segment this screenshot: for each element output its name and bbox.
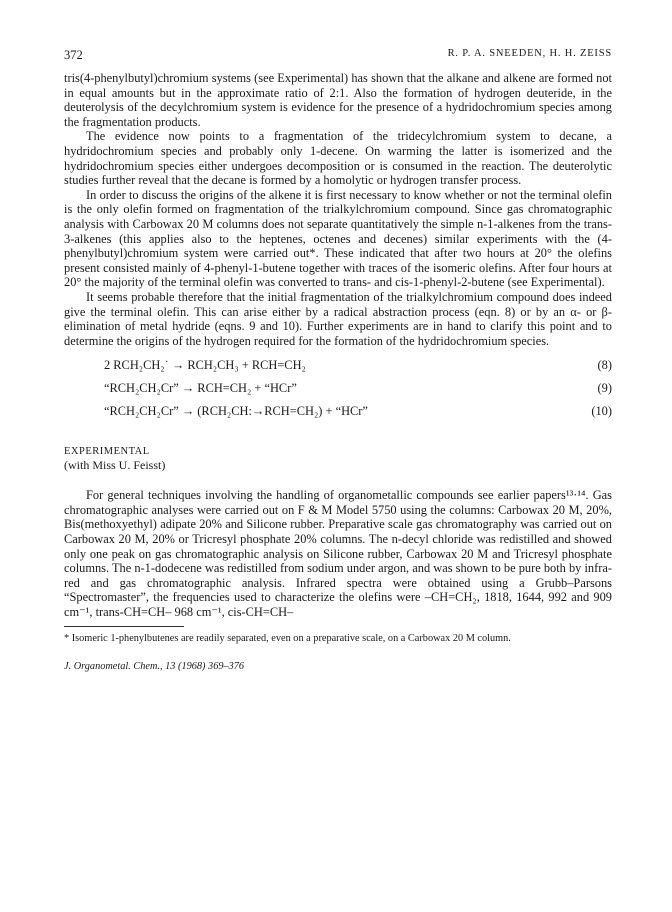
footnote-divider [64, 626, 184, 627]
journal-reference: J. Organometal. Chem., 13 (1968) 369–376 [64, 661, 245, 673]
equation-number: (9) [597, 381, 612, 396]
equation-text: 2 RCH₂CH₂˙ → RCH₂CH₃ + RCH=CH₂ [104, 358, 306, 373]
equation-9 [64, 381, 612, 404]
paragraph-experimental: For general techniques involving the handling of organometallic compounds see earlier papers¹³·¹⁴. Gas chromatographic analyses were carried out on F & M Model 5750 using the columns: Carbowax 20 M, 20%, Bis(methoxyethyl) adipate 20% and Silicone rubber. Preparative scale gas chromatography was carried out on Carbowax 20 M, 20% or Tricresyl phosphate 20% columns. The n-decyl chloride was redistilled and showed only one peak on gas chromatographic analysis on Silicone rubber, Carbowax 20 M and Tricresyl phosphate columns. The n-1-dodecene was redistilled from sodium under argon, and was shown to be pure both by infra-red and gas chromatographic analysis. Infrared spectra were obtained using a Grubb–Parsons “Spectromaster”, the frequencies used to characterize the olefins were –CH=CH₂, 1818, 1644, 992 and 909 cm⁻¹, trans-CH=CH– 968 cm⁻¹, cis-CH=CH– [64, 488, 612, 620]
section-title: EXPERIMENTAL [64, 446, 150, 458]
section-subtitle: (with Miss U. Feisst) [64, 458, 166, 473]
journal-page [64, 48, 612, 672]
equation-number: (10) [591, 404, 612, 419]
equation-10 [64, 404, 612, 427]
page-number: 372 [64, 48, 83, 62]
footnote: * Isomeric 1-phenylbutenes are readily separated, even on a preparative scale, on a Carbowax 20 M column. [64, 632, 511, 644]
equation-number: (8) [597, 358, 612, 373]
running-authors: R. P. A. SNEEDEN, H. H. ZEISS [447, 48, 612, 59]
equation-block [64, 358, 612, 427]
equation-text: “RCH₂CH₂Cr” → (RCH₂CH:→RCH=CH₂) + “HCr” [104, 404, 368, 419]
paragraph-fragmentation: It seems probable therefore that the initial fragmentation of the trialkylchromium compound does indeed give the terminal olefin. This can arise either by a radical abstraction process (eqn. 8) or by an α- or β-elimination of metal hydride (eqns. 9 and 10). Further experiments are in hand to clarify this point and to determine the origins of the hydrogen required for the formation of the hydridochromium species. [64, 289, 612, 348]
paragraph-evidence: The evidence now points to a fragmentation of the tridecylchromium system to decane, a hydridochromium species and probably only 1-decene. On warming the latter is isomerized and the hydridochromium species either undergoes decomposition or is consumed in the reaction. The deuterolytic studies further reveal that the decane is formed by a homolytic or hydrogen transfer process. [64, 129, 612, 188]
equation-text: “RCH₂CH₂Cr” → RCH=CH₂ + “HCr” [104, 381, 297, 396]
page-header [64, 48, 612, 63]
paragraph-alkene-origin: In order to discuss the origins of the alkene it is first necessary to know whether or not the terminal olefin is the only olefin formed on fragmentation of the trialkylchromium compound. Since gas chromatographic analysis with Carbowax 20 M columns does not separate quantitatively the simple n-1-alkenes from the trans-3-alkenes (this applies also to the heptenes, octenes and decenes) similar experiments with the (4-phenylbutyl)chromium system were carried out*. These indicated that after two hours at 20° the olefins present consisted mainly of 4-phenyl-1-butene together with traces of the isomeric olefins. After four hours at 20° the majority of the terminal olefin was converted to trans- and cis-1-phenyl-2-butene (see Experimental). [64, 187, 612, 290]
equation-8 [64, 358, 612, 381]
paragraph-continuation: tris(4-phenylbutyl)chromium systems (see Experimental) has shown that the alkane and alkene are formed not in equal amounts but in the approximate ratio of 2:1. Also the formation of hydrogen deuteride, in the deuterolysis of the decylchromium system is evidence for the presence of a hydridochromium species among the fragmentation products. [64, 71, 612, 129]
